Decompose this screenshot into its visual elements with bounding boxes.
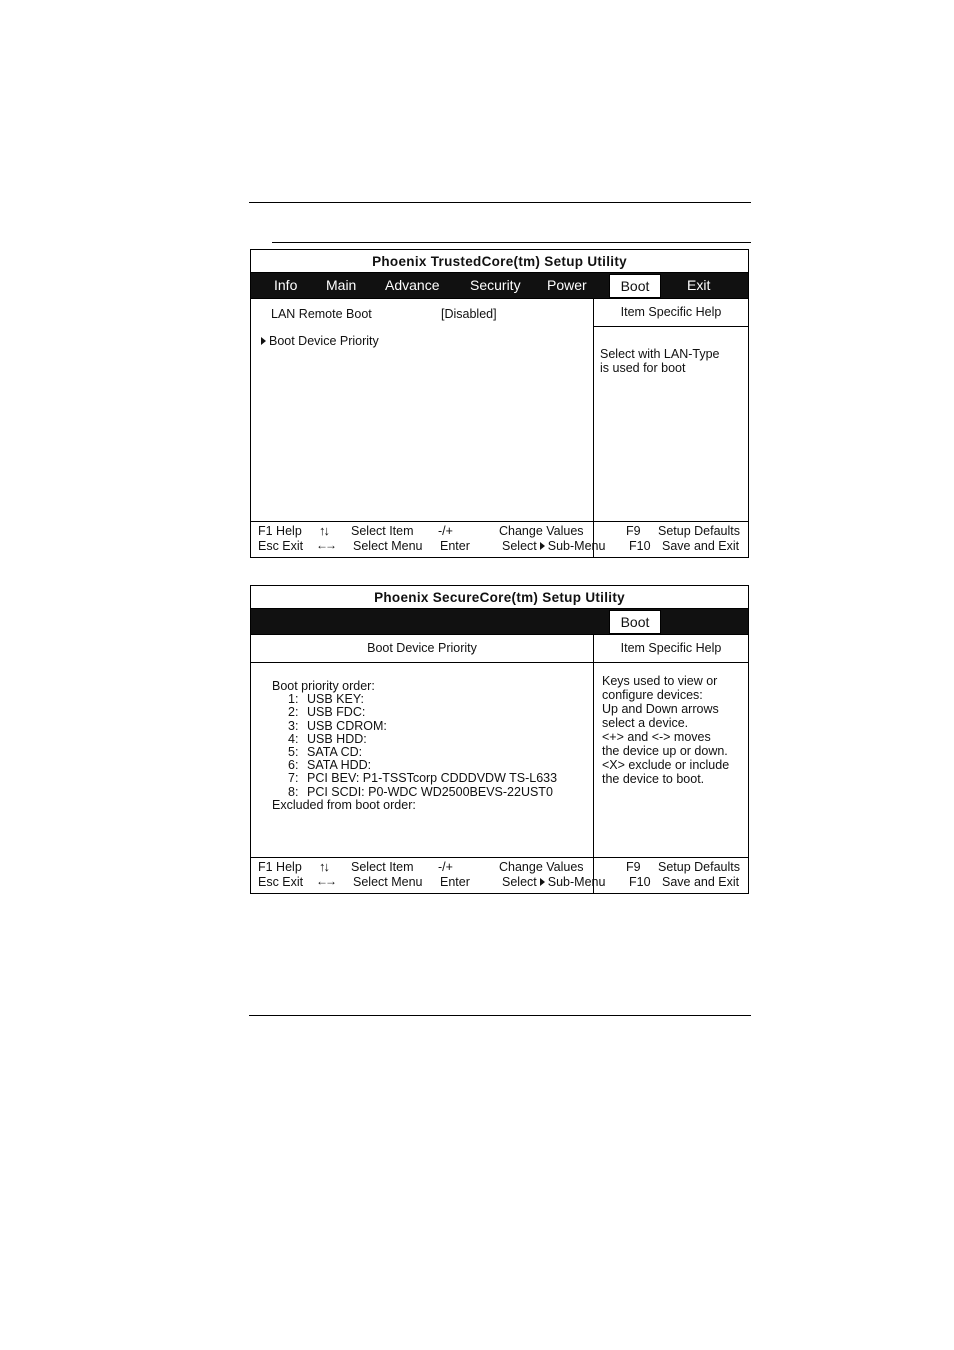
priority-number: 2: <box>288 705 299 720</box>
priority-device: PCI SCDI: P0-WDC WD2500BEVS-22UST0 <box>307 784 553 799</box>
submenu-arrow-icon <box>540 542 545 550</box>
up-down-arrows-icon: ↑↓ <box>319 523 328 538</box>
priority-device: USB FDC: <box>307 705 366 720</box>
lan-remote-boot-label[interactable]: LAN Remote Boot <box>271 307 372 321</box>
esc-exit: Esc Exit <box>258 539 304 553</box>
help-line: <+> and <-> moves <box>602 730 711 744</box>
bottom-rule <box>249 1015 751 1016</box>
menu-exit[interactable]: Exit <box>687 277 711 293</box>
submenu-arrow-icon <box>261 337 266 345</box>
key-legend <box>251 857 748 893</box>
help-text <box>600 347 720 375</box>
menu-main[interactable]: Main <box>326 277 357 293</box>
change-values: Change Values <box>499 524 584 538</box>
help-panel <box>594 635 748 893</box>
priority-device: USB HDD: <box>307 731 367 746</box>
priority-device: USB CDROM: <box>307 718 387 733</box>
bios-title: Phoenix SecureCore(tm) Setup Utility <box>251 586 748 609</box>
boot-priority-panel <box>251 635 594 893</box>
select-item: Select Item <box>351 860 414 874</box>
priority-number: 8: <box>288 784 299 799</box>
lan-remote-boot-value[interactable]: [Disabled] <box>441 307 497 321</box>
change-values: Change Values <box>499 860 584 874</box>
esc-exit: Esc Exit <box>258 875 304 889</box>
priority-header: Boot priority order: <box>272 679 375 693</box>
help-line: Select with LAN-Type <box>600 347 720 361</box>
f9-key: F9 <box>626 860 641 874</box>
enter-key: Enter <box>440 875 470 889</box>
bios-title: Phoenix TrustedCore(tm) Setup Utility <box>251 250 748 273</box>
section-rule <box>272 242 751 243</box>
help-line: the device up or down. <box>602 744 728 758</box>
f1-help: F1 Help <box>258 860 302 874</box>
menu-boot[interactable]: Boot <box>609 610 661 634</box>
help-line: the device to boot. <box>602 772 705 786</box>
menu-bar <box>251 273 748 298</box>
left-right-arrows-icon: ←→ <box>316 874 334 888</box>
select-menu: Select Menu <box>353 875 423 889</box>
menu-security[interactable]: Security <box>470 277 521 293</box>
help-title: Item Specific Help <box>594 635 748 663</box>
up-down-arrows-icon: ↑↓ <box>319 859 328 874</box>
sub-menu-label: Sub-Menu <box>547 539 606 553</box>
f1-help: F1 Help <box>258 524 302 538</box>
save-and-exit: Save and Exit <box>662 539 740 553</box>
menu-bar <box>251 609 748 634</box>
help-title: Item Specific Help <box>594 299 748 327</box>
priority-device: PCI BEV: P1-TSSTcorp CDDDVDW TS-L633 <box>307 771 558 786</box>
menu-power[interactable]: Power <box>547 277 587 293</box>
priority-number: 7: <box>288 771 299 786</box>
boot-device-priority-label: Boot Device Priority <box>269 334 379 348</box>
select-item: Select Item <box>351 524 414 538</box>
select-label: Select <box>502 875 537 889</box>
help-text <box>602 674 729 786</box>
boot-device-priority-item[interactable] <box>261 334 379 348</box>
priority-device: SATA CD: <box>307 745 363 760</box>
help-line: Keys used to view or <box>602 674 718 688</box>
plus-minus-key: -/+ <box>438 524 453 538</box>
menu-boot[interactable]: Boot <box>609 274 661 298</box>
save-and-exit: Save and Exit <box>662 875 740 889</box>
priority-number: 6: <box>288 758 299 773</box>
bios-screen-securecore <box>250 585 749 894</box>
settings-panel <box>251 299 594 557</box>
help-line: configure devices: <box>602 688 703 702</box>
select-label: Select <box>502 539 537 553</box>
priority-device: SATA HDD: <box>307 758 372 773</box>
f10-key: F10 <box>629 875 651 889</box>
enter-key: Enter <box>440 539 470 553</box>
select-submenu <box>502 875 605 889</box>
plus-minus-key: -/+ <box>438 860 453 874</box>
menu-info[interactable]: Info <box>274 277 298 293</box>
boot-priority-item[interactable] <box>272 786 557 799</box>
f9-key: F9 <box>626 524 641 538</box>
priority-number: 5: <box>288 745 299 760</box>
setup-defaults: Setup Defaults <box>658 524 740 538</box>
help-panel <box>594 299 748 557</box>
key-legend <box>251 521 748 557</box>
help-line: Up and Down arrows <box>602 702 719 716</box>
excluded-header: Excluded from boot order: <box>272 797 416 812</box>
left-right-arrows-icon: ←→ <box>316 538 334 552</box>
top-rule <box>249 202 751 203</box>
setup-defaults: Setup Defaults <box>658 860 740 874</box>
f10-key: F10 <box>629 539 651 553</box>
help-line: select a device. <box>602 716 689 730</box>
section-title: Boot Device Priority <box>251 635 593 663</box>
priority-number: 1: <box>288 692 299 707</box>
priority-number: 3: <box>288 718 299 733</box>
boot-priority-list <box>272 680 557 812</box>
priority-number: 4: <box>288 731 299 746</box>
help-line: <X> exclude or include <box>602 758 730 772</box>
select-submenu <box>502 539 605 553</box>
help-line: is used for boot <box>600 361 686 375</box>
select-menu: Select Menu <box>353 539 423 553</box>
priority-device: USB KEY: <box>307 692 364 707</box>
bios-screen-trustedcore <box>250 249 749 558</box>
bios-body <box>251 298 748 557</box>
bios-body <box>251 634 748 893</box>
sub-menu-label: Sub-Menu <box>547 875 606 889</box>
menu-advance[interactable]: Advance <box>385 277 440 293</box>
submenu-arrow-icon <box>540 878 545 886</box>
